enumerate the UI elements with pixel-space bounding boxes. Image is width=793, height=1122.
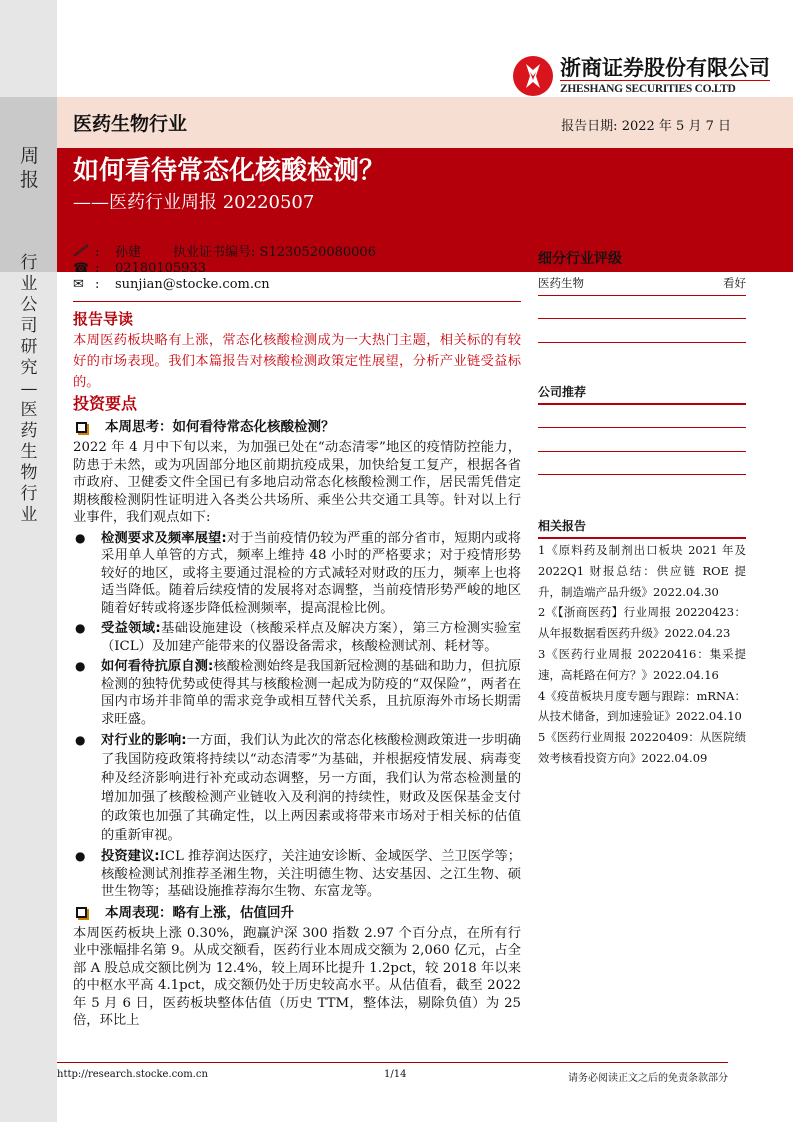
section-title: 本周表现：略有上涨，估值回升 (105, 904, 294, 921)
bullet-text: 对于当前疫情仍较为严重的部分省市，短期内或将采用单人单管的方式，频率上维持 48 小时的严格要求；对于疫情形势较好的地区，或将主要通过混检的方式减轻对财政的压力，频率上也将适当降低。随着后续疫情的发展将对态调整，当前疫情形势严峻的地区随着好转或将逐步降低检测频率，提高混检比例。 (101, 530, 522, 616)
phone-row: ☎ : 02180105933 (73, 261, 206, 276)
section-text: 2022 年 4 月中下旬以来，为加强已处在“动态清零”地区的疫情防控能力，防患于未然，或为巩固部分地区前期抗疫成果，加快给复工复产，根据各省市政府、卫健委文件全国已有多地启动常态化核酸检测工作，居民需凭借定期核酸检测阴性证明进入各类公共场所、乘坐公共交通工具等。针对以上行业事件，我们观点如下: (73, 440, 521, 525)
report-title: 如何看待常态化核酸检测？ (73, 156, 386, 186)
bullet-icon: ● (75, 849, 86, 863)
related-report-link[interactable]: 1《原料药及制剂出口板块 2021 年及2022Q1 财报总结：供应链 ROE 提升，制造端产品升级》2022.04.30 (538, 543, 746, 599)
bullet-text: 基础设施建设（核酸采样点及解决方案），第三方检测实验室（ICL）及加建产能带来的仪器设备需求，核酸检测试剂、耗材等。 (101, 621, 521, 654)
date-label: 报告日期: (561, 119, 618, 134)
bullet-icon: ● (75, 659, 86, 673)
phone-icon: ☎ (73, 261, 90, 276)
company-name-en: ZHESHANG SECURITIES CO.LTD (560, 82, 736, 95)
guide-heading: 报告导读 (73, 310, 134, 328)
phone-number: 02180105933 (115, 261, 206, 276)
footer-disclaimer: 请务必阅读正文之后的免责条款部分 (568, 1073, 728, 1084)
bullet-label: 受益领域: (101, 621, 161, 636)
checkbox-square-icon (76, 422, 87, 433)
guide-text: 本周医药板块略有上涨，常态化核酸检测成为一大热门主题，相关标的有较好的市场表现。我们本篇报告对核酸检测政策定性展望，分析产业链受益标的。 (73, 333, 521, 390)
rating-value: 看好 (723, 276, 746, 291)
checkbox-square-icon (76, 907, 87, 918)
report-subtitle: ——医药行业周报 20220507 (73, 192, 315, 213)
bullet-item (73, 658, 521, 728)
sidebar (538, 248, 746, 769)
bullet-icon: ● (75, 530, 86, 545)
section-title: 本周思考：如何看待常态化核酸检测？ (105, 419, 335, 435)
pen-icon (73, 244, 95, 261)
related-report-link[interactable]: 4《疫苗板块月度专题与跟踪：mRNA：从技术储备，到加速验证》2022.04.10 (538, 688, 746, 724)
company-name-cn: 浙商证券股份有限公司 (560, 55, 770, 80)
points-heading: 投资要点 (73, 394, 138, 413)
report-date (561, 115, 731, 134)
related-report-link[interactable]: 3《医药行业周报 20220416：集采提速，高耗路在何方？》2022.04.16 (538, 646, 746, 682)
footer-divider (57, 1062, 728, 1063)
bullet-label: 对行业的影响: (101, 733, 187, 748)
related-report-link[interactable]: 2《【浙商医药】行业周报 20220423：从年报数据看医药升级》2022.04.23 (538, 605, 746, 641)
company-logo (512, 55, 770, 97)
bullet-item (73, 731, 521, 845)
envelope-icon: ✉ (73, 277, 84, 292)
section-weekly-performance (73, 903, 521, 923)
related-heading: 相关报告 (538, 519, 587, 533)
license-number: S1230520080006 (259, 244, 376, 260)
rating-heading: 细分行业评级 (538, 251, 622, 267)
main-column (73, 244, 521, 1030)
bullet-icon: ● (75, 733, 86, 747)
author-name: 孙建 (115, 244, 142, 260)
footer-url[interactable]: http://research.stocke.com.cn (57, 1069, 208, 1080)
zheshang-logo-icon (512, 55, 554, 97)
license-label: 执业证书编号: (173, 244, 256, 260)
bullet-item (73, 530, 521, 618)
bullet-label: 如何看待抗原自测: (101, 659, 214, 674)
email-row: ✉ : sunjian@stocke.com.cn (73, 277, 270, 292)
report-type-label: 周报 (20, 145, 40, 191)
bullet-text: ICL 推荐润达医疗，关注迪安诊断、金域医学、兰卫医学等；核酸检测试剂推荐圣湘生物，关注明德生物、达安基因、之江生物、硕世生物等；基础设施推荐海尔生物、东富龙等。 (101, 849, 521, 899)
bullet-icon: ● (75, 621, 86, 635)
bullet-label: 投资建议: (101, 849, 160, 864)
category-vertical-label: 行业公司研究—医药生物行业 (20, 253, 38, 525)
sector-title: 医药生物行业 (73, 113, 188, 135)
report-type-box (0, 97, 57, 272)
rating-sector: 医药生物 (538, 276, 584, 291)
bullet-text: 一方面，我们认为此次的常态化核酸检测政策进一步明确了我国防疫政策将持续以“动态清零”为基础，并根据疫情发展、病毒变种及经济影响进行补充或动态调整，另一方面，我们认为常态检测量的增加加强了核酸检测产业链收入及利润的持续性，财政及医保基金支付的政策也加强了其确定性，以上两因素或将带来市场对于相关标的估值的重新审视。 (101, 733, 521, 843)
divider (73, 301, 521, 302)
bullet-item (73, 620, 521, 655)
author-row: : 孙建 执业证书编号: S1230520080006 (73, 244, 521, 261)
related-report-link[interactable]: 5《医药行业周报 20220409：从医院绩效考核看投资方向》2022.04.09 (538, 730, 746, 765)
date-value: 2022 年 5 月 7 日 (621, 119, 731, 134)
section-text: 本周医药板块上涨 0.30%，跑赢沪深 300 指数 2.97 个百分点，在所有行业中涨幅排名第 9。从成交额看，医药行业本周成交额为 2,060 亿元，占全部 A 股总成交额比例为 12.4%，较上周环比提升 1.2pct，较 2018 年以来的中枢水平高 4.1pct，成交额仍处于历史较高水平。从估值看，截至 2022 年 5 月 6 日，医药板块整体估值（历史 TTM，整体法，剔除负值）为 25 倍，环比上 (73, 925, 521, 1028)
bullet-item (73, 848, 521, 901)
bullet-text: 核酸检测始终是我国新冠检测的基础和助力，但抗原检测的独特优势或使得其与核酸检测一起成为防疫的“双保险”，两者在国内市场并非简单的需求竞争或相互替代关系，且抗原海外市场长期需求旺盛。 (101, 659, 522, 727)
company-heading: 公司推荐 (538, 384, 587, 399)
page-number: 1/14 (384, 1069, 407, 1080)
section-this-week-thinking (73, 417, 521, 437)
rating-row (538, 272, 746, 296)
bullet-label: 检测要求及频率展望: (101, 530, 227, 546)
email-link[interactable]: sunjian@stocke.com.cn (115, 277, 270, 292)
